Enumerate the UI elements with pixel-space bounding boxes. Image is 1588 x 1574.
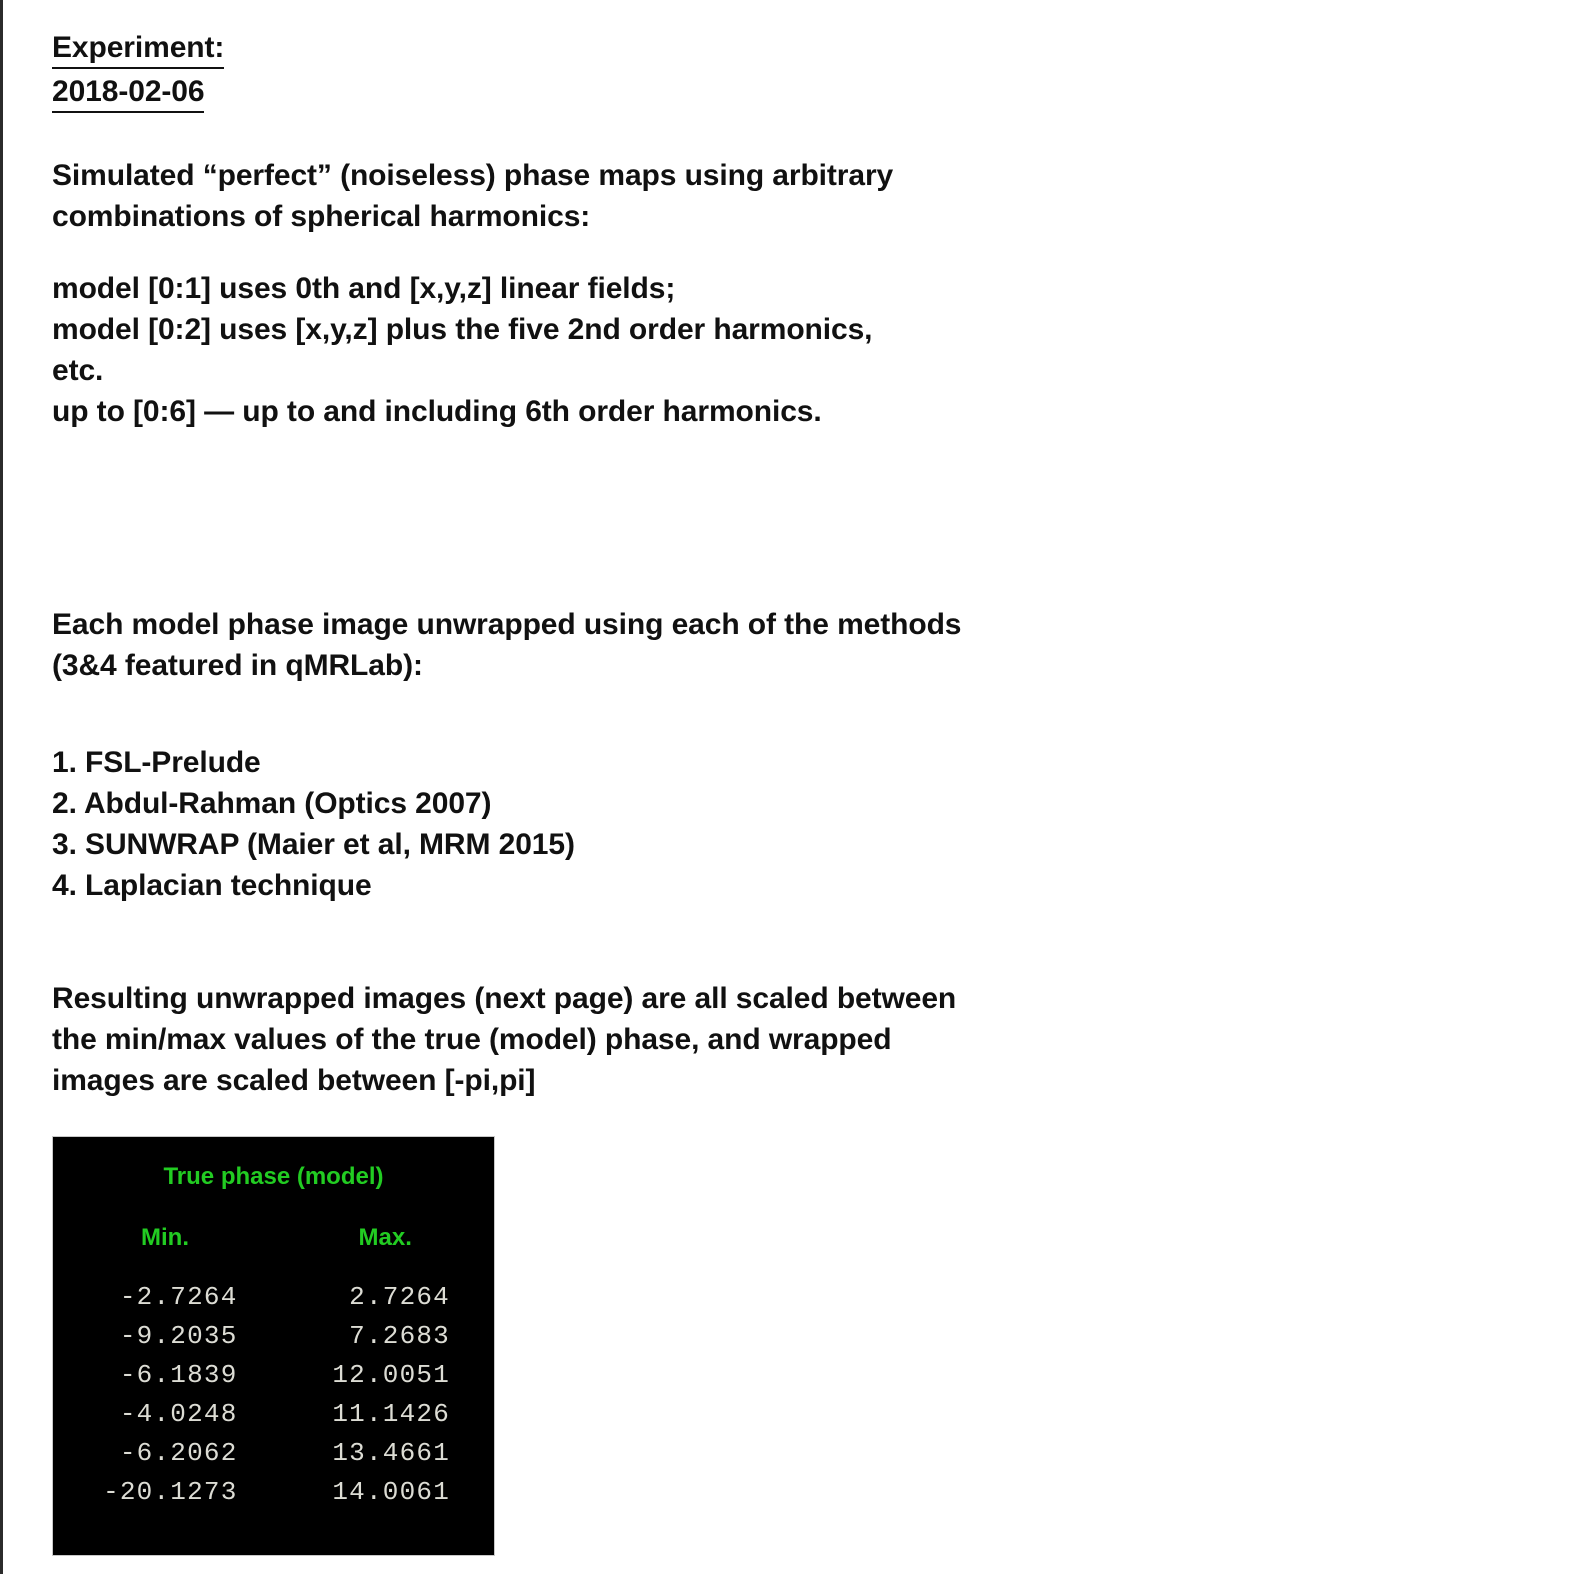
methods-list: [52, 742, 1548, 906]
list-item: 1. FSL-Prelude: [52, 746, 261, 779]
model-line-2: model [0:2] uses [x,y,z] plus the five 2nd order harmonics,: [52, 313, 873, 346]
cell-min: -9.2035: [119, 1321, 238, 1351]
scaling-note-line-1: Resulting unwrapped images (next page) are all scaled between: [52, 982, 957, 1015]
spacer: [52, 686, 1548, 742]
cell-min: -6.2062: [119, 1438, 238, 1468]
cell-max: 2.7264: [349, 1282, 450, 1312]
list-item: 3. SUNWRAP (Maier et al, MRM 2015): [52, 828, 575, 861]
methods-intro: [52, 604, 1548, 686]
terminal-panel-title: True phase (model): [163, 1163, 384, 1190]
list-item: 2. Abdul-Rahman (Optics 2007): [52, 787, 492, 820]
page-title: Experiment:: [52, 30, 224, 69]
spacer: [52, 432, 1548, 604]
table-row: [53, 1356, 450, 1395]
scaling-note: [52, 978, 1548, 1101]
spacer: [52, 906, 1548, 978]
spacer: [52, 114, 1548, 155]
spacer: [52, 237, 1548, 268]
true-phase-minmax-panel: [52, 1136, 495, 1556]
table-row: [53, 1473, 450, 1512]
experiment-date: 2018-02-06: [52, 74, 204, 113]
column-header-max: Max.: [358, 1224, 412, 1251]
model-line-4: up to [0:6] — up to and including 6th order harmonics.: [52, 395, 822, 428]
list-item: 4. Laplacian technique: [52, 869, 372, 902]
scaling-note-line-2: the min/max values of the true (model) phase, and wrapped: [52, 1023, 892, 1056]
model-line-1: model [0:1] uses 0th and [x,y,z] linear fields;: [52, 272, 676, 305]
model-line-3: etc.: [52, 354, 104, 387]
scaling-note-line-3: images are scaled between [-pi,pi]: [52, 1064, 536, 1097]
methods-intro-line-2: (3&4 featured in qMRLab):: [52, 649, 423, 682]
intro-paragraph: [52, 155, 1548, 237]
intro-line-2: combinations of spherical harmonics:: [52, 200, 591, 233]
document-content: [52, 26, 1548, 1101]
cell-max: 12.0051: [332, 1360, 450, 1390]
cell-min: -4.0248: [119, 1399, 238, 1429]
methods-intro-line-1: Each model phase image unwrapped using each of the methods: [52, 608, 962, 641]
cell-max: 7.2683: [349, 1321, 450, 1351]
cell-min: -2.7264: [119, 1282, 238, 1312]
table-row: [53, 1434, 450, 1473]
terminal-value-rows: [53, 1278, 494, 1512]
experiment-title-block: [52, 26, 1548, 114]
intro-line-1: Simulated “perfect” (noiseless) phase maps using arbitrary: [52, 159, 894, 192]
column-header-min: Min.: [141, 1224, 189, 1251]
table-row: [53, 1395, 450, 1434]
title-date-row: [52, 70, 1548, 114]
cell-min: -20.1273: [103, 1477, 238, 1507]
model-definitions: [52, 268, 1548, 432]
cell-max: 13.4661: [332, 1438, 450, 1468]
terminal-column-headers: [53, 1224, 494, 1252]
table-row: [53, 1317, 450, 1356]
cell-max: 11.1426: [332, 1399, 450, 1429]
cell-min: -6.1839: [119, 1360, 238, 1390]
title-heading-row: [52, 26, 1548, 70]
cell-max: 14.0061: [332, 1477, 450, 1507]
table-row: [53, 1278, 450, 1317]
